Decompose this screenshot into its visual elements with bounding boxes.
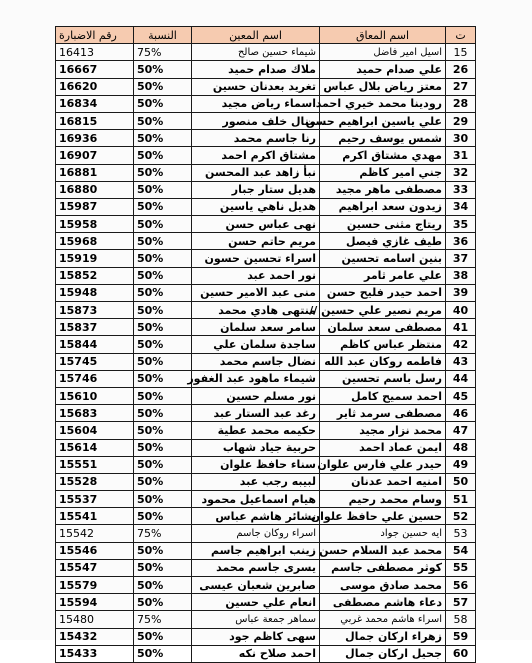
cell-file-number: 15745 — [56, 353, 134, 370]
cell-disabled-name: رسل باسم تحسين — [320, 370, 446, 387]
cell-percentage: 50% — [134, 267, 192, 284]
table-row — [56, 216, 476, 233]
table-row — [56, 267, 476, 284]
header-helper-name: اسم المعين — [192, 27, 320, 44]
cell-disabled-name: كوثر مصطفى جاسم — [320, 559, 446, 576]
cell-number: 31 — [446, 147, 476, 164]
cell-percentage: 50% — [134, 456, 192, 473]
cell-number: 40 — [446, 302, 476, 319]
table-row — [56, 250, 476, 267]
table-row — [56, 302, 476, 319]
cell-disabled-name: شمس يوسف رحيم — [320, 130, 446, 147]
cell-helper-name: اسراء تحسين حسون — [192, 250, 320, 267]
cell-number: 44 — [446, 370, 476, 387]
cell-disabled-name: محمد عبد السلام حسن — [320, 542, 446, 559]
cell-helper-name: اسماء رياض مجيد — [192, 95, 320, 112]
cell-number: 48 — [446, 439, 476, 456]
cell-number: 27 — [446, 78, 476, 95]
cell-helper-name: منتهى هادي محمد — [192, 302, 320, 319]
cell-number: 35 — [446, 216, 476, 233]
cell-percentage: 50% — [134, 370, 192, 387]
cell-percentage: 75% — [134, 525, 192, 542]
cell-number: 37 — [446, 250, 476, 267]
cell-helper-name: احمد صلاح نكه — [192, 645, 320, 662]
cell-percentage: 50% — [134, 164, 192, 181]
table-row — [56, 44, 476, 61]
table-row — [56, 473, 476, 490]
cell-helper-name: مشتاق اكرم احمد — [192, 147, 320, 164]
table-row — [56, 611, 476, 628]
header-percentage: النسبة — [134, 27, 192, 44]
cell-number: 30 — [446, 130, 476, 147]
cell-number: 28 — [446, 95, 476, 112]
cell-disabled-name: احمد سميح كامل — [320, 387, 446, 404]
table-row — [56, 95, 476, 112]
table-row — [56, 164, 476, 181]
cell-file-number: 15528 — [56, 473, 134, 490]
cell-percentage: 50% — [134, 216, 192, 233]
cell-percentage: 50% — [134, 198, 192, 215]
cell-disabled-name: مصطفى سعد سلمان — [320, 319, 446, 336]
cell-file-number: 16815 — [56, 112, 134, 129]
cell-number: 33 — [446, 181, 476, 198]
cell-disabled-name: جحيل اركان جمال — [320, 645, 446, 662]
cell-helper-name: هديل ستار جبار — [192, 181, 320, 198]
cell-percentage: 50% — [134, 112, 192, 129]
cell-percentage: 50% — [134, 78, 192, 95]
cell-disabled-name: محمد نزار مجيد — [320, 422, 446, 439]
cell-file-number: 15542 — [56, 525, 134, 542]
table-row — [56, 628, 476, 645]
cell-disabled-name: مصطفى سرمد ثاير — [320, 405, 446, 422]
cell-helper-name: حربية جياد شهاب — [192, 439, 320, 456]
cell-disabled-name: علي صدام حميد — [320, 61, 446, 78]
table-row — [56, 577, 476, 594]
cell-percentage: 50% — [134, 628, 192, 645]
cell-disabled-name: مهدي مشتاق اكرم — [320, 147, 446, 164]
cell-file-number: 15610 — [56, 387, 134, 404]
cell-file-number: 15873 — [56, 302, 134, 319]
cell-file-number: 15948 — [56, 284, 134, 301]
cell-percentage: 75% — [134, 44, 192, 61]
table-row — [56, 319, 476, 336]
header-number: ت — [446, 27, 476, 44]
cell-percentage: 50% — [134, 233, 192, 250]
cell-file-number: 15746 — [56, 370, 134, 387]
cell-disabled-name: حيدر علي فارس علوان — [320, 456, 446, 473]
cell-file-number: 15614 — [56, 439, 134, 456]
cell-disabled-name: رودينا محمد خيري احمد — [320, 95, 446, 112]
cell-disabled-name: معتز رياض بلال عباس — [320, 78, 446, 95]
cell-disabled-name: اسراء هاشم محمد غربي — [320, 611, 446, 628]
cell-helper-name: شيماء حسين صالح — [192, 44, 320, 61]
cell-file-number: 15480 — [56, 611, 134, 628]
cell-percentage: 50% — [134, 181, 192, 198]
table-row — [56, 456, 476, 473]
cell-file-number: 15579 — [56, 577, 134, 594]
cell-number: 47 — [446, 422, 476, 439]
cell-helper-name: مريم حاتم حسن — [192, 233, 320, 250]
header-disabled-name: اسم المعاق — [320, 27, 446, 44]
cell-file-number: 15837 — [56, 319, 134, 336]
cell-disabled-name: مريم نصير علي حسين // — [320, 302, 446, 319]
cell-disabled-name: امنيه احمد عدنان — [320, 473, 446, 490]
cell-percentage: 50% — [134, 559, 192, 576]
cell-file-number: 16907 — [56, 147, 134, 164]
table-row — [56, 181, 476, 198]
table-row — [56, 405, 476, 422]
table-row — [56, 78, 476, 95]
cell-percentage: 50% — [134, 353, 192, 370]
cell-number: 49 — [446, 456, 476, 473]
cell-file-number: 15958 — [56, 216, 134, 233]
cell-disabled-name: وسام محمد رحيم — [320, 491, 446, 508]
table-row — [56, 422, 476, 439]
cell-number: 50 — [446, 473, 476, 490]
table-row — [56, 61, 476, 78]
cell-file-number: 15546 — [56, 542, 134, 559]
cell-percentage: 50% — [134, 405, 192, 422]
cell-file-number: 16880 — [56, 181, 134, 198]
table-row — [56, 594, 476, 611]
cell-helper-name: شيماء ماهود عبد الغفور — [192, 370, 320, 387]
table-row — [56, 353, 476, 370]
cell-disabled-name: ايه حسين جواد — [320, 525, 446, 542]
cell-number: 45 — [446, 387, 476, 404]
cell-number: 52 — [446, 508, 476, 525]
cell-file-number: 16620 — [56, 78, 134, 95]
cell-percentage: 50% — [134, 594, 192, 611]
cell-file-number: 15432 — [56, 628, 134, 645]
cell-number: 58 — [446, 611, 476, 628]
cell-helper-name: رنا جاسم محمد — [192, 130, 320, 147]
cell-percentage: 75% — [134, 611, 192, 628]
cell-helper-name: بشائر هاشم عباس — [192, 508, 320, 525]
cell-helper-name: انعام علي حسين — [192, 594, 320, 611]
cell-number: 59 — [446, 628, 476, 645]
cell-number: 60 — [446, 645, 476, 662]
cell-percentage: 50% — [134, 147, 192, 164]
cell-helper-name: هديل ناهي ياسين — [192, 198, 320, 215]
table-row — [56, 559, 476, 576]
cell-helper-name: سامر سعد سلمان — [192, 319, 320, 336]
table-row — [56, 284, 476, 301]
cell-number: 46 — [446, 405, 476, 422]
table-row — [56, 233, 476, 250]
cell-file-number: 15551 — [56, 456, 134, 473]
table-body — [56, 44, 476, 663]
cell-percentage: 50% — [134, 130, 192, 147]
cell-percentage: 50% — [134, 95, 192, 112]
cell-helper-name: حكيمه محمد عطية — [192, 422, 320, 439]
cell-helper-name: هيام اسماعيل محمود — [192, 491, 320, 508]
cell-helper-name: نهى عباس حسن — [192, 216, 320, 233]
cell-helper-name: تغريد بعدنان حسين — [192, 78, 320, 95]
cell-helper-name: سهى كاظم جود — [192, 628, 320, 645]
table-header — [56, 27, 476, 44]
cell-number: 15 — [446, 44, 476, 61]
cell-helper-name: سماهر جمعة عباس — [192, 611, 320, 628]
cell-file-number: 15547 — [56, 559, 134, 576]
cell-number: 39 — [446, 284, 476, 301]
cell-file-number: 15604 — [56, 422, 134, 439]
cell-number: 42 — [446, 336, 476, 353]
cell-helper-name: زينب ابراهيم جاسم — [192, 542, 320, 559]
cell-helper-name: اسراء روكان جاسم — [192, 525, 320, 542]
cell-percentage: 50% — [134, 422, 192, 439]
table-row — [56, 370, 476, 387]
table-row — [56, 645, 476, 662]
cell-file-number: 16936 — [56, 130, 134, 147]
cell-helper-name: منى عبد الامير حسين — [192, 284, 320, 301]
cell-file-number: 16413 — [56, 44, 134, 61]
cell-file-number: 15683 — [56, 405, 134, 422]
cell-file-number: 15968 — [56, 233, 134, 250]
cell-helper-name: نور مسلم حسين — [192, 387, 320, 404]
cell-percentage: 50% — [134, 336, 192, 353]
cell-file-number: 15844 — [56, 336, 134, 353]
cell-number: 34 — [446, 198, 476, 215]
cell-disabled-name: زهراء اركان جمال — [320, 628, 446, 645]
cell-percentage: 50% — [134, 508, 192, 525]
cell-helper-name: ملاك صدام حميد — [192, 61, 320, 78]
table-row — [56, 112, 476, 129]
header-row — [56, 27, 476, 44]
cell-disabled-name: فاطمه روكان عبد الله — [320, 353, 446, 370]
table-row — [56, 542, 476, 559]
cell-file-number: 15594 — [56, 594, 134, 611]
cell-helper-name: رغد عبد الستار عبد — [192, 405, 320, 422]
cell-file-number: 16667 — [56, 61, 134, 78]
cell-file-number: 15537 — [56, 491, 134, 508]
table-row — [56, 130, 476, 147]
cell-file-number: 15919 — [56, 250, 134, 267]
cell-helper-name: نضال جاسم محمد — [192, 353, 320, 370]
cell-disabled-name: جني امير كاظم — [320, 164, 446, 181]
beneficiaries-table — [55, 26, 476, 663]
cell-number: 32 — [446, 164, 476, 181]
cell-file-number: 15433 — [56, 645, 134, 662]
cell-disabled-name: علي عامر ثامر — [320, 267, 446, 284]
cell-number: 51 — [446, 491, 476, 508]
cell-helper-name: نبأ زاهد عبد المحسن — [192, 164, 320, 181]
cell-disabled-name: زيدون سعد ابراهيم — [320, 198, 446, 215]
cell-number: 38 — [446, 267, 476, 284]
cell-file-number: 15541 — [56, 508, 134, 525]
cell-helper-name: منال خلف منصور — [192, 112, 320, 129]
cell-disabled-name: طيف غازي فيصل — [320, 233, 446, 250]
cell-disabled-name: ايمن عماد احمد — [320, 439, 446, 456]
cell-file-number: 15852 — [56, 267, 134, 284]
cell-file-number: 16881 — [56, 164, 134, 181]
cell-helper-name: نور احمد عبد — [192, 267, 320, 284]
header-file-number: رقم الاضبارة — [56, 27, 134, 44]
cell-disabled-name: علي ياسين ابراهيم حسن — [320, 112, 446, 129]
cell-disabled-name: احمد حيدر فليح حسن — [320, 284, 446, 301]
cell-disabled-name: مصطفى ماهر مجيد — [320, 181, 446, 198]
cell-helper-name: لبيبه رجب عبد — [192, 473, 320, 490]
cell-disabled-name: دعاء هاشم مصطفى — [320, 594, 446, 611]
cell-number: 55 — [446, 559, 476, 576]
cell-helper-name: ساجدة سلمان علي — [192, 336, 320, 353]
cell-helper-name: سناء حافظ علوان — [192, 456, 320, 473]
cell-number: 43 — [446, 353, 476, 370]
cell-percentage: 50% — [134, 250, 192, 267]
table-row — [56, 439, 476, 456]
cell-number: 26 — [446, 61, 476, 78]
table-row — [56, 336, 476, 353]
cell-disabled-name: حسين علي حافظ علوان — [320, 508, 446, 525]
cell-disabled-name: اسيل امير فاضل — [320, 44, 446, 61]
cell-percentage: 50% — [134, 284, 192, 301]
cell-percentage: 50% — [134, 491, 192, 508]
cell-percentage: 50% — [134, 319, 192, 336]
cell-disabled-name: منتظر عباس كاظم — [320, 336, 446, 353]
cell-file-number: 16834 — [56, 95, 134, 112]
cell-number: 36 — [446, 233, 476, 250]
cell-helper-name: صابرين شعبان عيسى — [192, 577, 320, 594]
cell-number: 54 — [446, 542, 476, 559]
cell-number: 41 — [446, 319, 476, 336]
cell-helper-name: يسرى جاسم محمد — [192, 559, 320, 576]
cell-percentage: 50% — [134, 439, 192, 456]
cell-file-number: 15987 — [56, 198, 134, 215]
cell-disabled-name: محمد صادق موسى — [320, 577, 446, 594]
cell-percentage: 50% — [134, 645, 192, 662]
table-row — [56, 525, 476, 542]
cell-disabled-name: بنين اسامه تحسين — [320, 250, 446, 267]
cell-percentage: 50% — [134, 387, 192, 404]
table-row — [56, 508, 476, 525]
cell-percentage: 50% — [134, 473, 192, 490]
cell-percentage: 50% — [134, 542, 192, 559]
table-row — [56, 198, 476, 215]
cell-number: 56 — [446, 577, 476, 594]
table-row — [56, 387, 476, 404]
cell-percentage: 50% — [134, 61, 192, 78]
table-row — [56, 147, 476, 164]
cell-disabled-name: ريتاج مثنى حسين — [320, 216, 446, 233]
table-row — [56, 491, 476, 508]
cell-number: 53 — [446, 525, 476, 542]
cell-percentage: 50% — [134, 302, 192, 319]
cell-number: 29 — [446, 112, 476, 129]
cell-percentage: 50% — [134, 577, 192, 594]
cell-number: 57 — [446, 594, 476, 611]
